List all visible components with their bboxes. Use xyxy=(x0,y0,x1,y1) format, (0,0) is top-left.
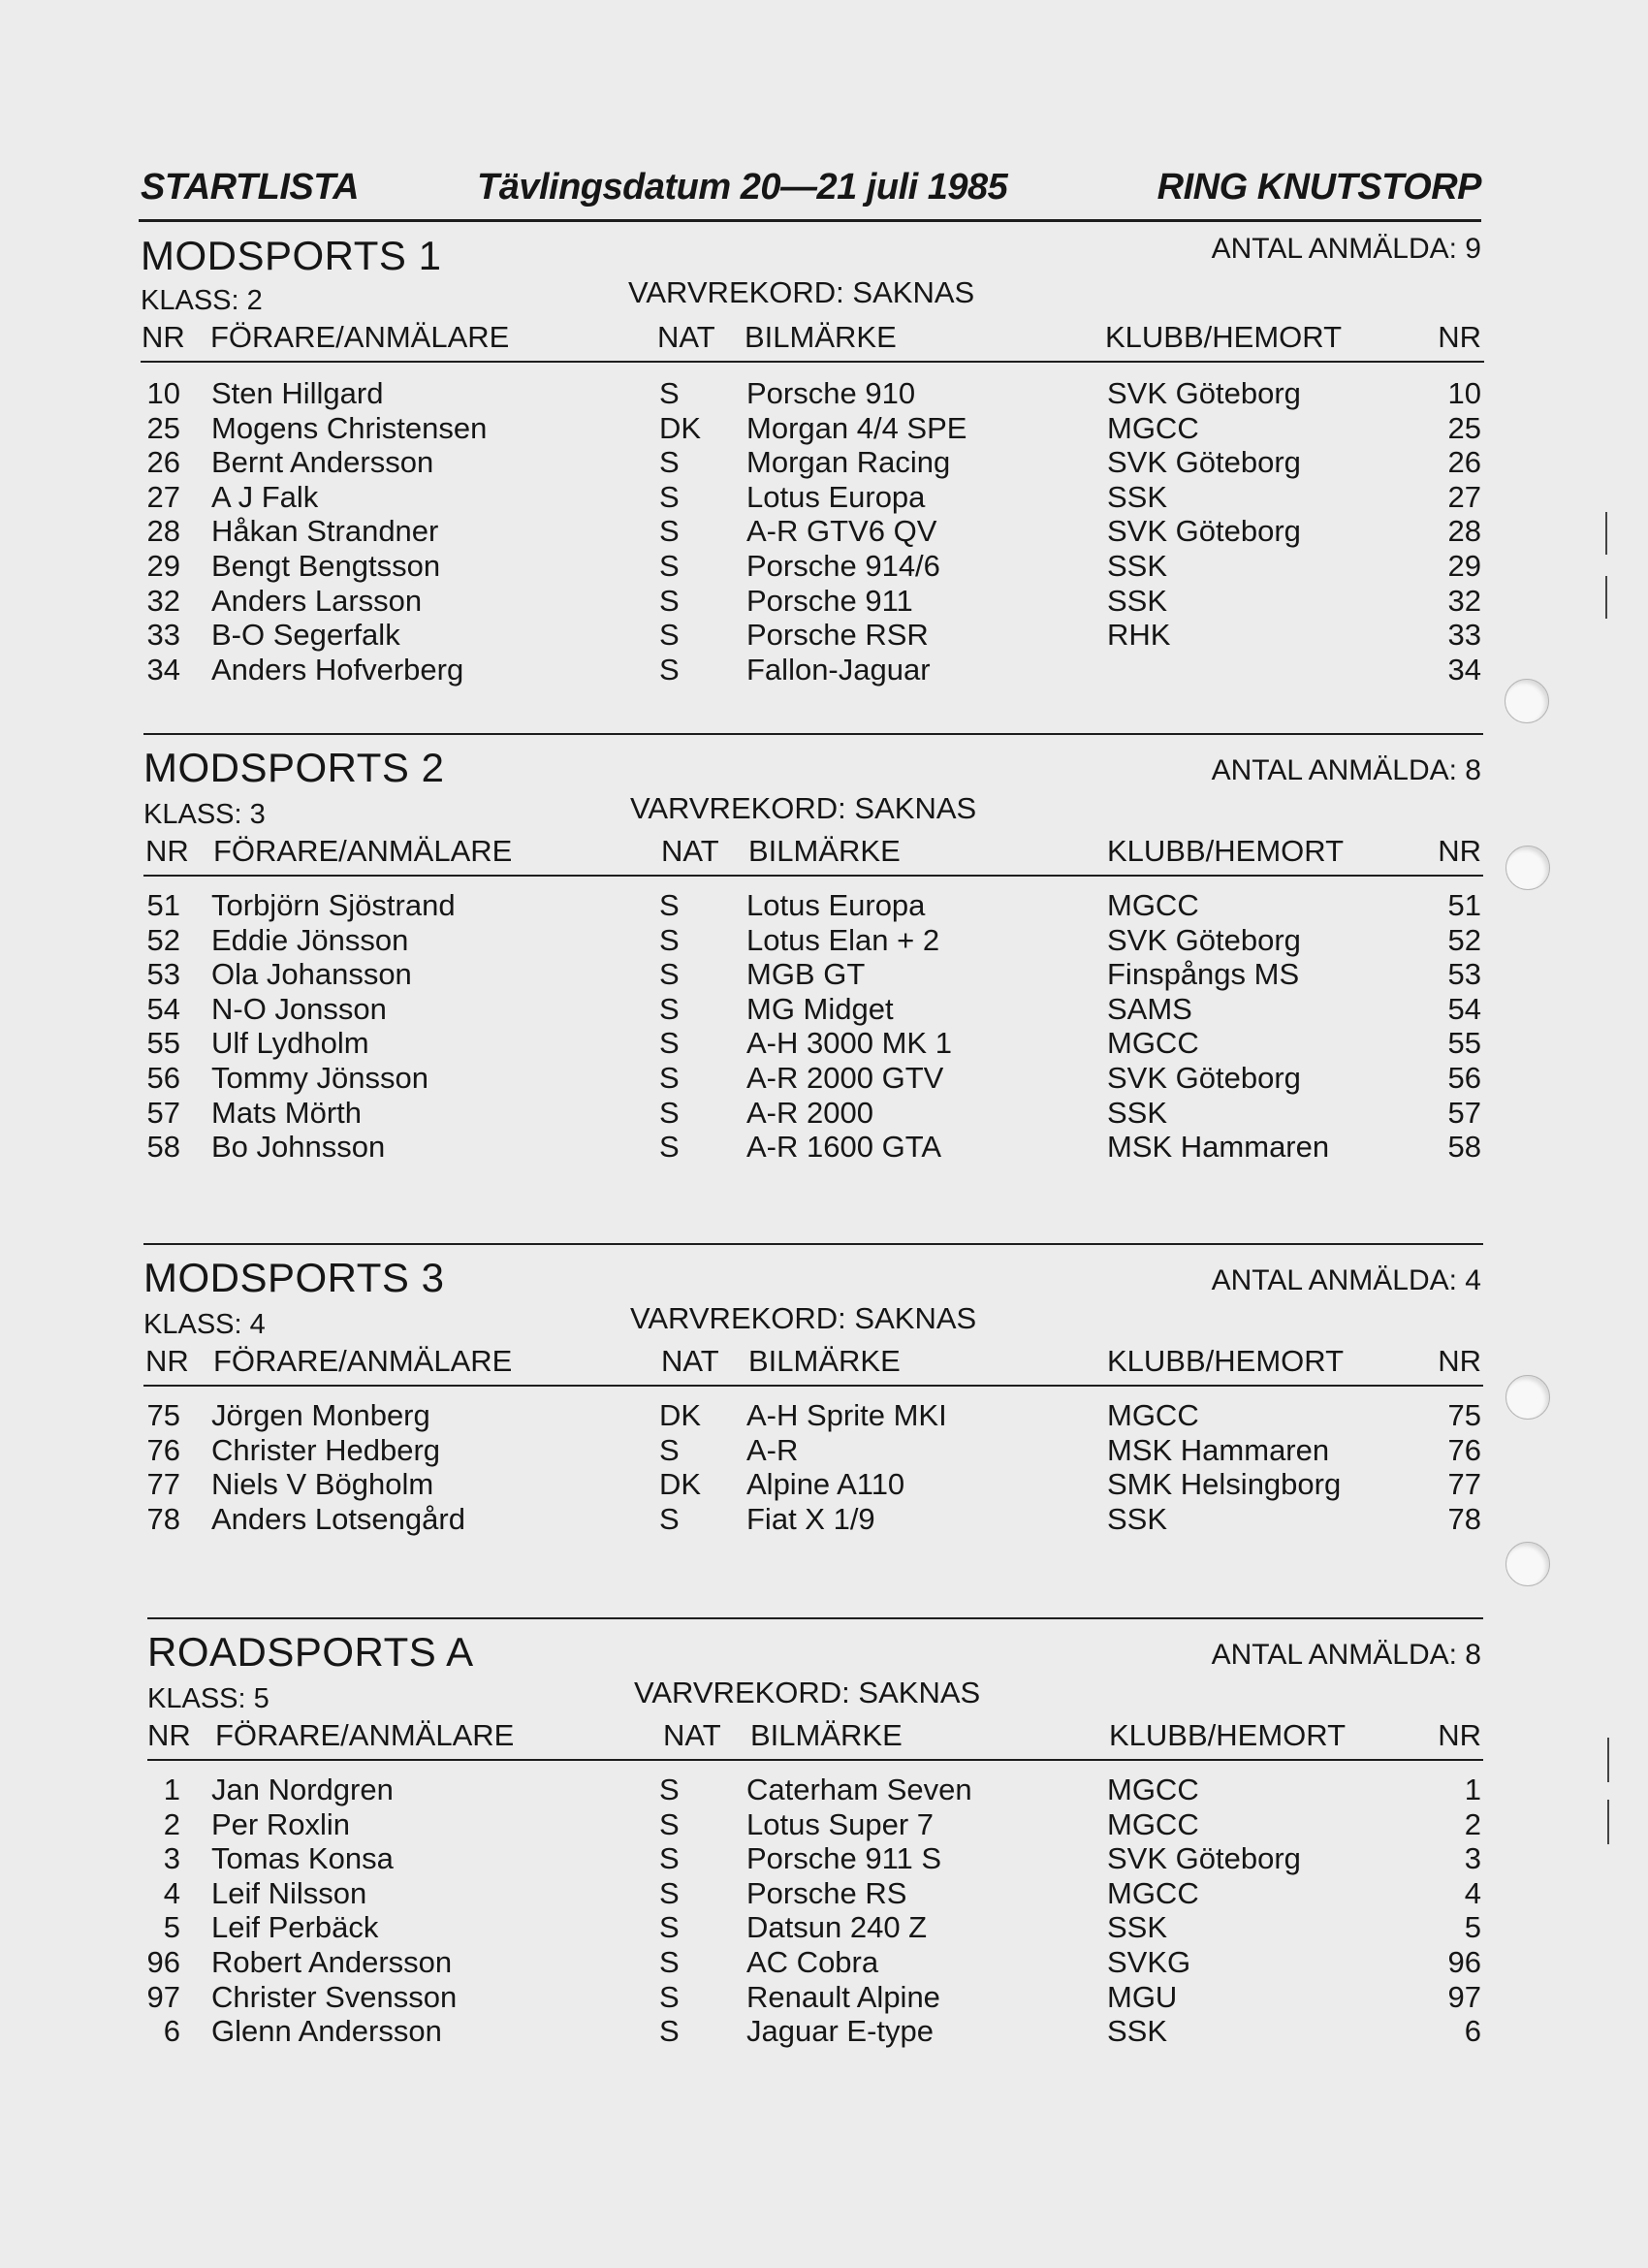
club: SSK xyxy=(1107,479,1168,514)
entry-number: 26 xyxy=(146,445,180,480)
car-make: Porsche RSR xyxy=(746,618,929,653)
entry-count: ANTAL ANMÄLDA: 9 xyxy=(1211,233,1481,265)
entry-count: ANTAL ANMÄLDA: 4 xyxy=(1211,1264,1481,1296)
table-row xyxy=(0,923,1648,958)
entry-number-right: 56 xyxy=(1447,1060,1481,1095)
club: Finspångs MS xyxy=(1107,957,1300,992)
entry-list xyxy=(0,1773,1648,2049)
entry-number-right: 55 xyxy=(1447,1026,1481,1061)
driver-name: Torbjörn Sjöstrand xyxy=(211,888,456,922)
entry-number-right: 32 xyxy=(1447,583,1481,618)
col-nat: NAT xyxy=(663,1718,721,1752)
section-rule xyxy=(143,733,1483,735)
entry-number: 58 xyxy=(146,1130,180,1165)
entry-number: 1 xyxy=(163,1773,180,1806)
lap-record: VARVREKORD: SAKNAS xyxy=(634,1676,981,1709)
column-rule xyxy=(143,1385,1483,1387)
entry-number-right: 51 xyxy=(1447,888,1481,922)
club: MGU xyxy=(1107,1979,1178,2014)
entry-number: 54 xyxy=(146,991,180,1026)
nationality: S xyxy=(659,1501,680,1536)
nationality: S xyxy=(659,652,680,687)
table-row xyxy=(0,1398,1648,1433)
driver-name: Glenn Andersson xyxy=(211,2014,442,2049)
section-rule xyxy=(147,1617,1483,1619)
entry-number: 10 xyxy=(146,376,180,410)
col-club: KLUBB/HEMORT xyxy=(1105,320,1343,354)
nationality: S xyxy=(659,888,680,922)
club: SSK xyxy=(1107,583,1168,618)
table-row xyxy=(0,1467,1648,1502)
car-make: Fallon-Jaguar xyxy=(746,652,931,687)
car-make: Datsun 240 Z xyxy=(746,1910,928,1945)
driver-name: Tommy Jönsson xyxy=(211,1060,428,1095)
entry-number: 51 xyxy=(146,888,180,922)
entry-list xyxy=(0,888,1648,1165)
club: SVK Göteborg xyxy=(1107,514,1301,549)
entry-list xyxy=(0,1398,1648,1536)
entry-number-right: 52 xyxy=(1447,922,1481,957)
competition-date: Tävlingsdatum 20—21 juli 1985 xyxy=(477,167,1008,208)
entry-number-right: 26 xyxy=(1447,445,1481,480)
class-label: KLASS: 4 xyxy=(143,1309,266,1340)
entry-number-right: 1 xyxy=(1464,1773,1481,1806)
car-make: Lotus Europa xyxy=(746,888,926,922)
entry-count: ANTAL ANMÄLDA: 8 xyxy=(1211,1639,1481,1671)
driver-name: Leif Perbäck xyxy=(211,1910,379,1945)
table-row xyxy=(0,1026,1648,1061)
car-make: AC Cobra xyxy=(746,1944,879,1979)
entry-number-right: 10 xyxy=(1447,376,1481,410)
nationality: S xyxy=(659,991,680,1026)
club: SSK xyxy=(1107,1501,1168,1536)
club: MGCC xyxy=(1107,1806,1199,1841)
club: SSK xyxy=(1107,548,1168,583)
driver-name: Leif Nilsson xyxy=(211,1875,367,1910)
entry-number-right: 77 xyxy=(1447,1467,1481,1502)
car-make: Porsche 911 S xyxy=(746,1841,942,1876)
entry-number: 3 xyxy=(163,1841,180,1876)
car-make: A-R 1600 GTA xyxy=(746,1130,942,1165)
entry-number: 4 xyxy=(163,1875,180,1910)
table-row xyxy=(0,514,1648,549)
table-row xyxy=(0,1876,1648,1911)
nationality: S xyxy=(659,583,680,618)
entry-number: 76 xyxy=(146,1432,180,1467)
table-row xyxy=(0,1061,1648,1096)
entry-number-right: 2 xyxy=(1464,1806,1481,1841)
driver-name: B-O Segerfalk xyxy=(211,618,400,653)
table-row xyxy=(0,1096,1648,1131)
header-rule xyxy=(139,219,1481,222)
nationality: S xyxy=(659,618,680,653)
car-make: Morgan 4/4 SPE xyxy=(746,410,967,445)
entry-number-right: 33 xyxy=(1447,618,1481,653)
driver-name: Ola Johansson xyxy=(211,957,412,992)
col-nr-right: NR xyxy=(1438,320,1481,354)
club: SVK Göteborg xyxy=(1107,1060,1301,1095)
nationality: S xyxy=(659,922,680,957)
col-car: BILMÄRKE xyxy=(748,834,901,868)
venue-title: RING KNUTSTORP xyxy=(1157,167,1481,208)
club: SVK Göteborg xyxy=(1107,922,1301,957)
car-make: Jaguar E-type xyxy=(746,2014,934,2049)
table-row xyxy=(0,653,1648,687)
section-title: ROADSPORTS A xyxy=(147,1629,474,1675)
nationality: S xyxy=(659,514,680,549)
club: SAMS xyxy=(1107,991,1192,1026)
entry-number-right: 96 xyxy=(1447,1944,1481,1979)
entry-number: 25 xyxy=(146,410,180,445)
col-nr: NR xyxy=(142,320,185,354)
driver-name: Anders Lotsengård xyxy=(211,1501,465,1536)
entry-number: 2 xyxy=(163,1806,180,1841)
car-make: Porsche 914/6 xyxy=(746,548,940,583)
table-row xyxy=(0,549,1648,584)
club: SVK Göteborg xyxy=(1107,1841,1301,1876)
table-row xyxy=(0,376,1648,411)
car-make: Renault Alpine xyxy=(746,1979,940,2014)
driver-name: Anders Hofverberg xyxy=(211,652,464,687)
col-car: BILMÄRKE xyxy=(750,1718,903,1752)
col-nr: NR xyxy=(145,1344,189,1378)
entry-number: 29 xyxy=(146,548,180,583)
driver-name: Anders Larsson xyxy=(211,583,423,618)
entry-number: 53 xyxy=(146,957,180,992)
club: SSK xyxy=(1107,1910,1168,1945)
entry-number-right: 76 xyxy=(1447,1432,1481,1467)
nationality: DK xyxy=(659,410,702,445)
club: SMK Helsingborg xyxy=(1107,1467,1342,1502)
column-rule xyxy=(147,1759,1483,1761)
car-make: Lotus Super 7 xyxy=(746,1806,935,1841)
col-nr-right: NR xyxy=(1438,1344,1481,1378)
entry-number-right: 53 xyxy=(1447,957,1481,992)
table-row xyxy=(0,957,1648,992)
club: MGCC xyxy=(1107,410,1199,445)
table-row xyxy=(0,1130,1648,1165)
nationality: S xyxy=(659,1841,680,1876)
col-club: KLUBB/HEMORT xyxy=(1107,834,1345,868)
driver-name: Håkan Strandner xyxy=(211,514,439,549)
entry-number-right: 57 xyxy=(1447,1095,1481,1130)
nationality: S xyxy=(659,548,680,583)
entry-number-right: 6 xyxy=(1464,2014,1481,2049)
entry-number-right: 58 xyxy=(1447,1130,1481,1165)
nationality: S xyxy=(659,1095,680,1130)
club: SSK xyxy=(1107,2014,1168,2049)
table-row xyxy=(0,992,1648,1027)
col-club: KLUBB/HEMORT xyxy=(1107,1344,1345,1378)
driver-name: Niels V Bögholm xyxy=(211,1467,434,1502)
driver-name: Robert Andersson xyxy=(211,1944,453,1979)
car-make: A-H 3000 MK 1 xyxy=(746,1026,952,1061)
car-make: Morgan Racing xyxy=(746,445,951,480)
section-rule xyxy=(143,1243,1483,1245)
lap-record: VARVREKORD: SAKNAS xyxy=(628,275,975,309)
car-make: Fiat X 1/9 xyxy=(746,1501,875,1536)
club: SVK Göteborg xyxy=(1107,445,1301,480)
driver-name: Bernt Andersson xyxy=(211,445,434,480)
car-make: Alpine A110 xyxy=(746,1467,905,1502)
club: MGCC xyxy=(1107,1773,1199,1806)
nationality: S xyxy=(659,957,680,992)
section-title: MODSPORTS 1 xyxy=(141,233,442,278)
car-make: Porsche 910 xyxy=(746,376,916,410)
entry-number: 56 xyxy=(146,1060,180,1095)
entry-number-right: 3 xyxy=(1464,1841,1481,1876)
car-make: A-R xyxy=(746,1432,799,1467)
entry-number-right: 27 xyxy=(1447,479,1481,514)
driver-name: Christer Hedberg xyxy=(211,1432,441,1467)
table-row xyxy=(0,2014,1648,2049)
car-make: Lotus Elan + 2 xyxy=(746,922,940,957)
club: SVKG xyxy=(1107,1944,1191,1979)
class-label: KLASS: 3 xyxy=(143,799,266,830)
club: MGCC xyxy=(1107,888,1199,922)
punch-hole xyxy=(1505,846,1550,890)
table-row xyxy=(0,1910,1648,1945)
table-row xyxy=(0,888,1648,923)
col-car: BILMÄRKE xyxy=(748,1344,901,1378)
col-nr-right: NR xyxy=(1438,1718,1481,1752)
driver-name: Bengt Bengtsson xyxy=(211,548,441,583)
driver-name: A J Falk xyxy=(211,479,319,514)
col-nat: NAT xyxy=(661,1344,719,1378)
nationality: S xyxy=(659,1806,680,1841)
driver-name: Jörgen Monberg xyxy=(211,1398,430,1432)
col-nat: NAT xyxy=(657,320,715,354)
startlista-title: STARTLISTA xyxy=(141,167,360,208)
entry-number: 33 xyxy=(146,618,180,653)
entry-number: 6 xyxy=(163,2014,180,2049)
entry-number: 55 xyxy=(146,1026,180,1061)
nationality: S xyxy=(659,1979,680,2014)
car-make: MGB GT xyxy=(746,957,866,992)
nationality: S xyxy=(659,376,680,410)
entry-number: 32 xyxy=(146,583,180,618)
nationality: S xyxy=(659,445,680,480)
table-row xyxy=(0,618,1648,653)
nationality: S xyxy=(659,1060,680,1095)
nationality: DK xyxy=(659,1467,702,1502)
col-driver: FÖRARE/ANMÄLARE xyxy=(215,1718,515,1752)
car-make: A-R 2000 xyxy=(746,1095,873,1130)
entry-number-right: 34 xyxy=(1447,652,1481,687)
table-row xyxy=(0,480,1648,515)
driver-name: Eddie Jönsson xyxy=(211,922,409,957)
nationality: DK xyxy=(659,1398,702,1432)
table-row xyxy=(0,1502,1648,1537)
car-make: A-H Sprite MKI xyxy=(746,1398,947,1432)
table-row xyxy=(0,411,1648,446)
punch-hole xyxy=(1505,1542,1550,1586)
col-club: KLUBB/HEMORT xyxy=(1109,1718,1347,1752)
table-row xyxy=(0,445,1648,480)
car-make: A-R GTV6 QV xyxy=(746,514,937,549)
entry-number: 57 xyxy=(146,1095,180,1130)
club: SSK xyxy=(1107,1095,1168,1130)
nationality: S xyxy=(659,1026,680,1061)
col-driver: FÖRARE/ANMÄLARE xyxy=(213,834,513,868)
column-rule xyxy=(141,361,1484,363)
driver-name: Christer Svensson xyxy=(211,1979,458,2014)
entry-number: 27 xyxy=(146,479,180,514)
nationality: S xyxy=(659,1130,680,1165)
entry-number: 5 xyxy=(163,1910,180,1945)
club: SVK Göteborg xyxy=(1107,376,1301,410)
table-row xyxy=(0,1433,1648,1468)
entry-number: 28 xyxy=(146,514,180,549)
table-row xyxy=(0,1841,1648,1876)
driver-name: Tomas Konsa xyxy=(211,1841,394,1876)
entry-number-right: 28 xyxy=(1447,514,1481,549)
col-nr: NR xyxy=(145,834,189,868)
nationality: S xyxy=(659,1910,680,1945)
entry-number-right: 75 xyxy=(1447,1398,1481,1432)
driver-name: Sten Hillgard xyxy=(211,376,384,410)
entry-number-right: 5 xyxy=(1464,1910,1481,1945)
entry-number: 96 xyxy=(146,1944,180,1979)
entry-number-right: 4 xyxy=(1464,1875,1481,1910)
club: MSK Hammaren xyxy=(1107,1432,1330,1467)
car-make: A-R 2000 GTV xyxy=(746,1060,944,1095)
driver-name: Per Roxlin xyxy=(211,1806,350,1841)
nationality: S xyxy=(659,2014,680,2049)
table-row xyxy=(0,1980,1648,2015)
car-make: MG Midget xyxy=(746,991,894,1026)
col-driver: FÖRARE/ANMÄLARE xyxy=(213,1344,513,1378)
car-make: Porsche RS xyxy=(746,1875,907,1910)
car-make: Caterham Seven xyxy=(746,1773,972,1806)
column-rule xyxy=(143,875,1483,877)
car-make: Porsche 911 xyxy=(746,583,913,618)
driver-name: N-O Jonsson xyxy=(211,991,387,1026)
table-row xyxy=(0,1773,1648,1807)
class-label: KLASS: 5 xyxy=(147,1683,269,1714)
driver-name: Mats Mörth xyxy=(211,1095,363,1130)
table-row xyxy=(0,584,1648,619)
entry-number: 34 xyxy=(146,652,180,687)
table-row xyxy=(0,1945,1648,1980)
entry-number-right: 29 xyxy=(1447,548,1481,583)
entry-list xyxy=(0,376,1648,687)
entry-number: 75 xyxy=(146,1398,180,1432)
col-nr-right: NR xyxy=(1438,834,1481,868)
driver-name: Ulf Lydholm xyxy=(211,1026,369,1061)
entry-count: ANTAL ANMÄLDA: 8 xyxy=(1211,754,1481,786)
col-nat: NAT xyxy=(661,834,719,868)
entry-number-right: 97 xyxy=(1447,1979,1481,2014)
car-make: Lotus Europa xyxy=(746,479,926,514)
section-title: MODSPORTS 3 xyxy=(143,1255,445,1300)
col-driver: FÖRARE/ANMÄLARE xyxy=(210,320,510,354)
lap-record: VARVREKORD: SAKNAS xyxy=(630,791,977,825)
entry-number: 77 xyxy=(146,1467,180,1502)
driver-name: Mogens Christensen xyxy=(211,410,488,445)
nationality: S xyxy=(659,479,680,514)
col-car: BILMÄRKE xyxy=(745,320,897,354)
nationality: S xyxy=(659,1432,680,1467)
entry-number: 97 xyxy=(146,1979,180,2014)
entry-number-right: 54 xyxy=(1447,991,1481,1026)
entry-number-right: 78 xyxy=(1447,1501,1481,1536)
class-label: KLASS: 2 xyxy=(141,285,263,316)
club: MGCC xyxy=(1107,1398,1199,1432)
table-row xyxy=(0,1807,1648,1842)
club: MSK Hammaren xyxy=(1107,1130,1330,1165)
nationality: S xyxy=(659,1944,680,1979)
lap-record: VARVREKORD: SAKNAS xyxy=(630,1301,977,1335)
col-nr: NR xyxy=(147,1718,191,1752)
entry-number-right: 25 xyxy=(1447,410,1481,445)
nationality: S xyxy=(659,1875,680,1910)
driver-name: Bo Johnsson xyxy=(211,1130,386,1165)
entry-number: 52 xyxy=(146,922,180,957)
section-title: MODSPORTS 2 xyxy=(143,745,445,790)
driver-name: Jan Nordgren xyxy=(211,1773,394,1806)
club: MGCC xyxy=(1107,1026,1199,1061)
club: RHK xyxy=(1107,618,1171,653)
nationality: S xyxy=(659,1773,680,1806)
entry-number: 78 xyxy=(146,1501,180,1536)
club: MGCC xyxy=(1107,1875,1199,1910)
